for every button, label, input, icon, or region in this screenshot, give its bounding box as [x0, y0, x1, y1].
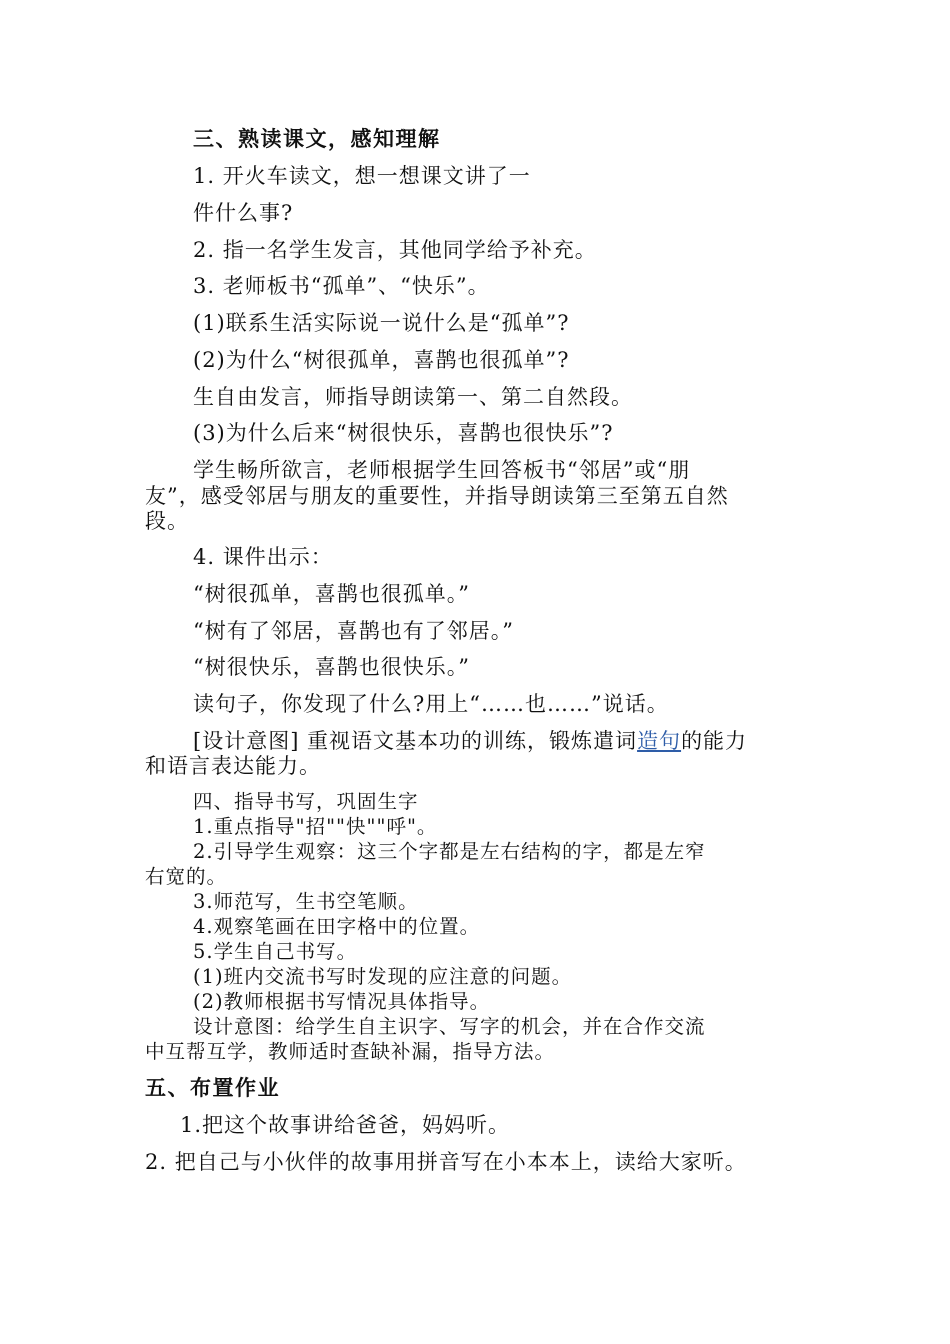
question-2: (2)为什么“树很孤单，喜鹊也很孤单”?	[193, 348, 570, 372]
write-item-2-line-a: 2.引导学生观察：这三个字都是左右结构的字，都是左窄	[193, 840, 706, 863]
sentence-4: 读句子，你发现了什么?用上“……也……”说话。	[193, 692, 669, 716]
write-item-1: 1.重点指导"招""快""呼"。	[193, 815, 438, 838]
design-intent-1-line-b: 和语言表达能力。	[145, 754, 321, 778]
question-3: (3)为什么后来“树很快乐，喜鹊也很快乐”?	[193, 421, 614, 445]
sentence-1: “树很孤单，喜鹊也很孤单。”	[193, 582, 470, 606]
write-item-2-line-b: 右宽的。	[145, 865, 228, 888]
write-item-3: 3.师范写，生书空笔顺。	[193, 890, 419, 913]
design-intent-1-text: [设计意图] 重视语文基本功的训练，锻炼遣词	[193, 729, 638, 753]
section-3-heading: 三、熟读课文，感知理解	[193, 127, 441, 151]
homework-2: 2. 把自己与小伙伴的故事用拼音写在小本本上，读给大家听。	[145, 1150, 747, 1174]
paragraph-1-line-a: 学生畅所欲言，老师根据学生回答板书“邻居”或“朋	[193, 458, 691, 482]
write-item-5-sub-2: (2)教师根据书写情况具体指导。	[193, 990, 491, 1013]
write-item-5-sub-1: (1)班内交流书写时发现的应注意的问题。	[193, 965, 573, 988]
homework-1: 1.把这个故事讲给爸爸，妈妈听。	[180, 1113, 511, 1137]
design-intent-2-line-b: 中互帮互学，教师适时查缺补漏，指导方法。	[145, 1040, 556, 1063]
sentence-3: “树很快乐，喜鹊也很快乐。”	[193, 655, 470, 679]
step-3: 3. 老师板书“孤单”、“快乐”。	[193, 274, 490, 298]
question-2-note: 生自由发言，师指导朗读第一、第二自然段。	[193, 385, 633, 409]
paragraph-1-line-c: 段。	[145, 509, 189, 533]
section-5-heading: 五、布置作业	[145, 1076, 280, 1100]
section-4-heading: 四、指导书写，巩固生字	[193, 790, 419, 813]
step-2: 2. 指一名学生发言，其他同学给予补充。	[193, 238, 597, 262]
zaoju-link[interactable]: 造句	[637, 729, 682, 753]
question-1: (1)联系生活实际说一说什么是“孤单”?	[193, 311, 570, 335]
design-intent-1-text-end: 的能力	[681, 729, 748, 753]
design-intent-1-line-a	[193, 729, 747, 753]
step-1-line-b: 件什么事?	[193, 201, 294, 225]
paragraph-1-line-b: 友”，感受邻居与朋友的重要性，并指导朗读第三至第五自然	[145, 484, 729, 508]
sentence-2: “树有了邻居，喜鹊也有了邻居。”	[193, 619, 514, 643]
step-1-line-a: 1. 开火车读文，想一想课文讲了一	[193, 164, 531, 188]
write-item-4: 4.观察笔画在田字格中的位置。	[193, 915, 481, 938]
design-intent-2-line-a: 设计意图：给学生自主识字、写字的机会，并在合作交流	[193, 1015, 706, 1038]
write-item-5: 5.学生自己书写。	[193, 940, 358, 963]
step-4: 4. 课件出示：	[193, 545, 333, 569]
